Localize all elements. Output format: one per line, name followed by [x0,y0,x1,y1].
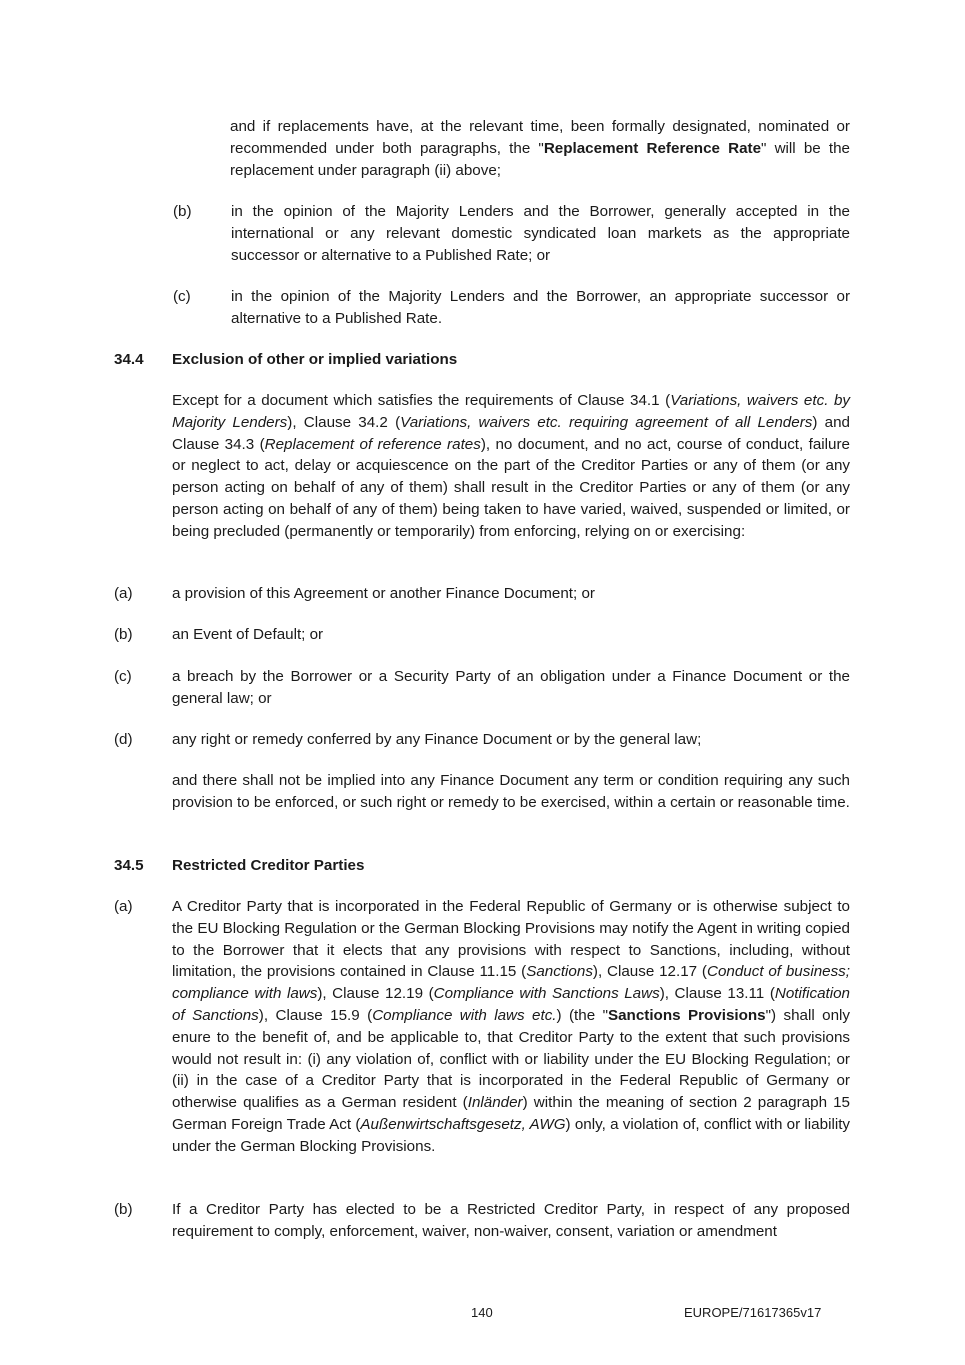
list-item-text: If a Creditor Party has elected to be a Restricted Creditor Party, in respect of any proposed requirement to comply, enforcement, waiver, non-waiver, consent, variation or amendment [172,1201,850,1240]
section-title: Exclusion of other or implied variations [172,351,458,368]
list-item-label: (b) [114,626,133,643]
closing-paragraph: and there shall not be implied into any Finance Document any term or condition requiring any such provision to be enforced, or such right or remedy to be exercised, within a certain or reasonable time. [172,772,850,811]
page-number: 140 [471,1305,493,1320]
list-item-label: (d) [114,731,133,748]
list-item-text: any right or remedy conferred by any Finance Document or by the general law; [172,731,702,748]
list-item-label: (c) [114,668,132,685]
list-item-label: (c) [173,288,191,305]
section-number: 34.4 [114,351,144,368]
section-title: Restricted Creditor Parties [172,857,365,874]
list-item-text: a provision of this Agreement or another Finance Document; or [172,585,595,602]
list-item-label: (b) [173,203,192,220]
list-item-text: in the opinion of the Majority Lenders and the Borrower, an appropriate successor or alternative to a Published Rate. [231,288,850,327]
continuation-paragraph: and if replacements have, at the relevant time, been formally designated, nominated or recommended under both paragraphs, the "Replacement Reference Rate" will be the replacement under paragraph (ii) above; [230,118,851,179]
document-reference: EUROPE/71617365v17 [684,1305,822,1320]
list-item-label: (a) [114,898,133,915]
list-item-text: an Event of Default; or [172,626,324,643]
section-number: 34.5 [114,857,144,874]
list-item-text: in the opinion of the Majority Lenders and the Borrower, generally accepted in the international or any relevant domestic syndicated loan markets as the appropriate successor or alternative to a Published Rate; or [231,203,850,264]
list-item-text: A Creditor Party that is incorporated in the Federal Republic of Germany or is otherwise subject to the EU Blocking Regulation or the German Blocking Provisions may notify the Agent in writing copied to the Borrower that it elects that any provisions with respect to Sanctions, including, without limitation, the provisions contained in Clause 11.15 (Sanctions), Clause 12.17 (Conduct of business; compliance with laws), Clause 12.19 (Compliance with Sanctions Laws), Clause 13.11 (Notification of Sanctions), Clause 15.9 (Compliance with laws etc.) (the "Sanctions Provisions") shall only enure to the benefit of, and be applicable to, that Creditor Party to the extent that such provisions would not result in: (i) any violation of, conflict with or liability under the EU Blocking Regulation; or (ii) in the case of a Creditor Party that is incorporated in the Federal Republic of Germany or otherwise qualifies as a German resident (Inländer) within the meaning of section 2 paragraph 15 German Foreign Trade Act (Außenwirtschaftsgesetz, AWG) only, a violation of, conflict with or liability under the German Blocking Provisions. [172,898,851,1155]
list-item-label: (a) [114,585,133,602]
defined-term: Sanctions Provisions [607,1006,766,1024]
section-intro-paragraph: Except for a document which satisfies the requirements of Clause 34.1 (Variations, waivers etc. by Majority Lenders), Clause 34.2 (Variations, waivers etc. requiring agreement of all Lenders) and Clause 34.3 (Replacement of reference rates), no document, and no act, course of conduct, failure or neglect to act, delay or acquiescence on the part of the Creditor Parties or any of them (or any person acting on behalf of any of them) shall result in the Creditor Parties or any of them (or any person acting on behalf of any of them) being taken to have varied, waived, suspended or limited, or being precluded (permanently or temporarily) from enforcing, relying on or exercising: [172,392,850,540]
defined-term: Replacement Reference Rate [543,139,762,157]
list-item-text: a breach by the Borrower or a Security Party of an obligation under a Finance Document or the general law; or [172,668,850,707]
list-item-label: (b) [114,1201,133,1218]
